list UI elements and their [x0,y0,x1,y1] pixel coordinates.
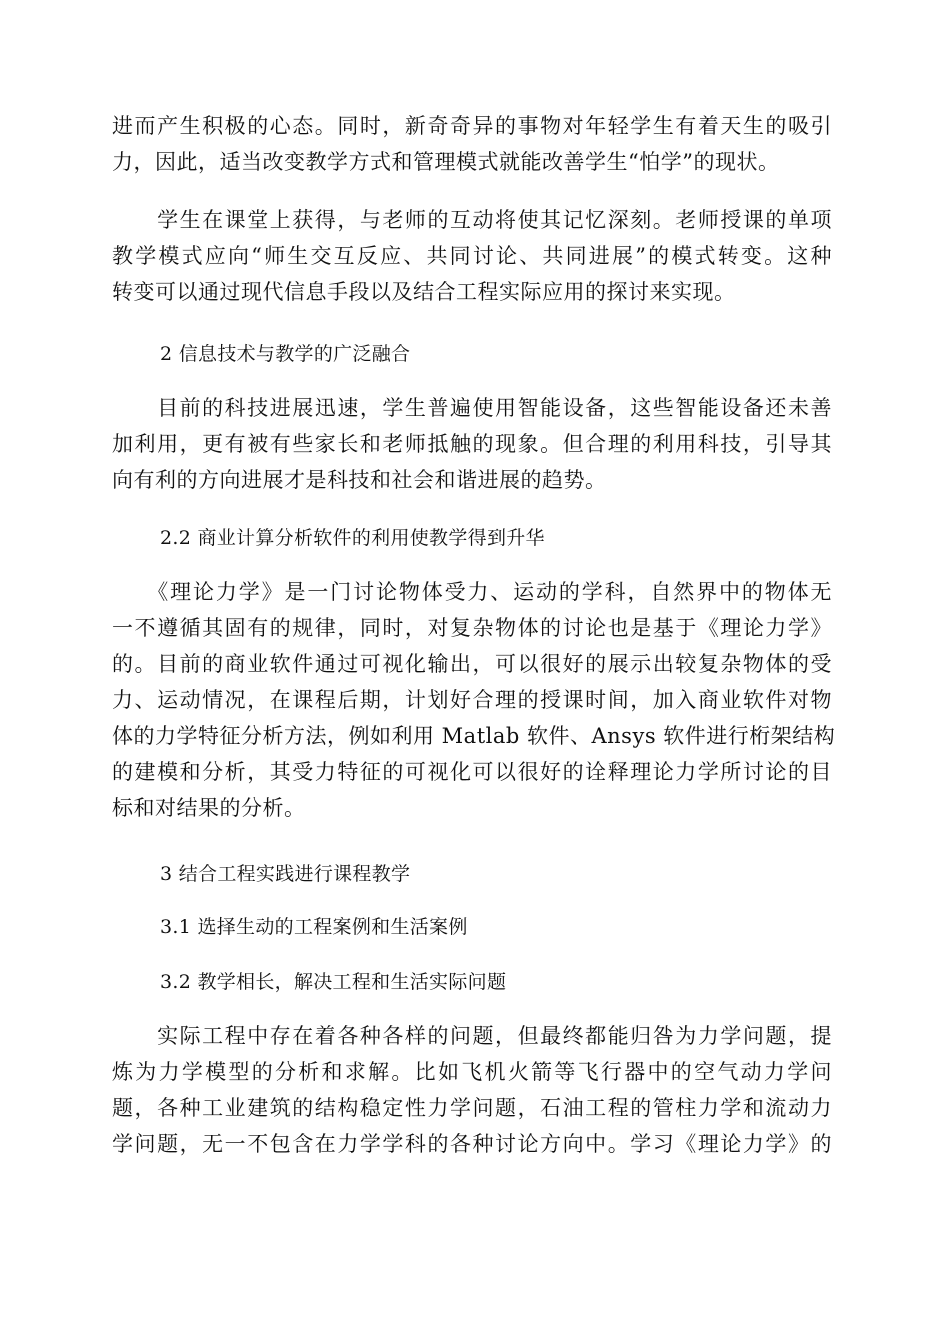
paragraph-3 [112,390,832,498]
text-line: 力、运动情况，在课程后期，计划好合理的授课时间，加入商业软件对物 [112,688,832,712]
text-line: 题，各种工业建筑的结构稳定性力学问题，石油工程的管柱力学和流动力 [112,1096,832,1120]
text-line: 转变可以通过现代信息手段以及结合工程实际应用的探讨来实现。 [112,280,736,304]
text-line: 体的力学特征分析方法，例如利用 Matlab 软件、Ansys 软件进行桁架结构 [112,724,836,748]
paragraph-2 [112,202,832,310]
text-line: 学生在课堂上获得，与老师的互动将使其记忆深刻。老师授课的单项 [112,208,832,232]
section-heading-2-2: 2.2 商业计算分析软件的利用使教学得到升华 [160,527,545,549]
text-line: 目前的科技进展迅速，学生普遍使用智能设备，这些智能设备还未善 [112,396,832,420]
text-line: 《理论力学》是一门讨论物体受力、运动的学科，自然界中的物体无 [112,580,832,604]
section-heading-3-1: 3.1 选择生动的工程案例和生活案例 [160,916,468,938]
text-line: 的建模和分析，其受力特征的可视化可以很好的诠释理论力学所讨论的目 [112,760,832,784]
text-line: 教学模式应向“师生交互反应、共同讨论、共同进展”的模式转变。这种 [112,244,832,268]
paragraph-4 [112,574,836,826]
text-line: 的。目前的商业软件通过可视化输出，可以很好的展示出较复杂物体的受 [112,652,832,676]
text-line: 一不遵循其固有的规律，同时，对复杂物体的讨论也是基于《理论力学》 [112,616,832,640]
text-line: 进而产生积极的心态。同时，新奇奇异的事物对年轻学生有着天生的吸引 [112,114,832,138]
section-heading-2: 2 信息技术与教学的广泛融合 [160,343,411,365]
text-line: 学问题，无一不包含在力学学科的各种讨论方向中。学习《理论力学》的 [112,1132,832,1156]
paragraph-1 [112,108,832,180]
text-line: 实际工程中存在着各种各样的问题，但最终都能归咎为力学问题，提 [112,1024,832,1048]
text-line: 向有利的方向进展才是科技和社会和谐进展的趋势。 [112,468,607,492]
text-line: 加利用，更有被有些家长和老师抵触的现象。但合理的利用科技，引导其 [112,432,832,456]
paragraph-5 [112,1018,832,1162]
text-line: 标和对结果的分析。 [112,796,306,820]
section-heading-3: 3 结合工程实践进行课程教学 [160,863,411,885]
section-heading-3-2: 3.2 教学相长，解决工程和生活实际问题 [160,971,507,993]
text-line: 炼为力学模型的分析和求解。比如飞机火箭等飞行器中的空气动力学问 [112,1060,832,1084]
text-line: 力，因此，适当改变教学方式和管理模式就能改善学生“怕学”的现状。 [112,150,780,174]
